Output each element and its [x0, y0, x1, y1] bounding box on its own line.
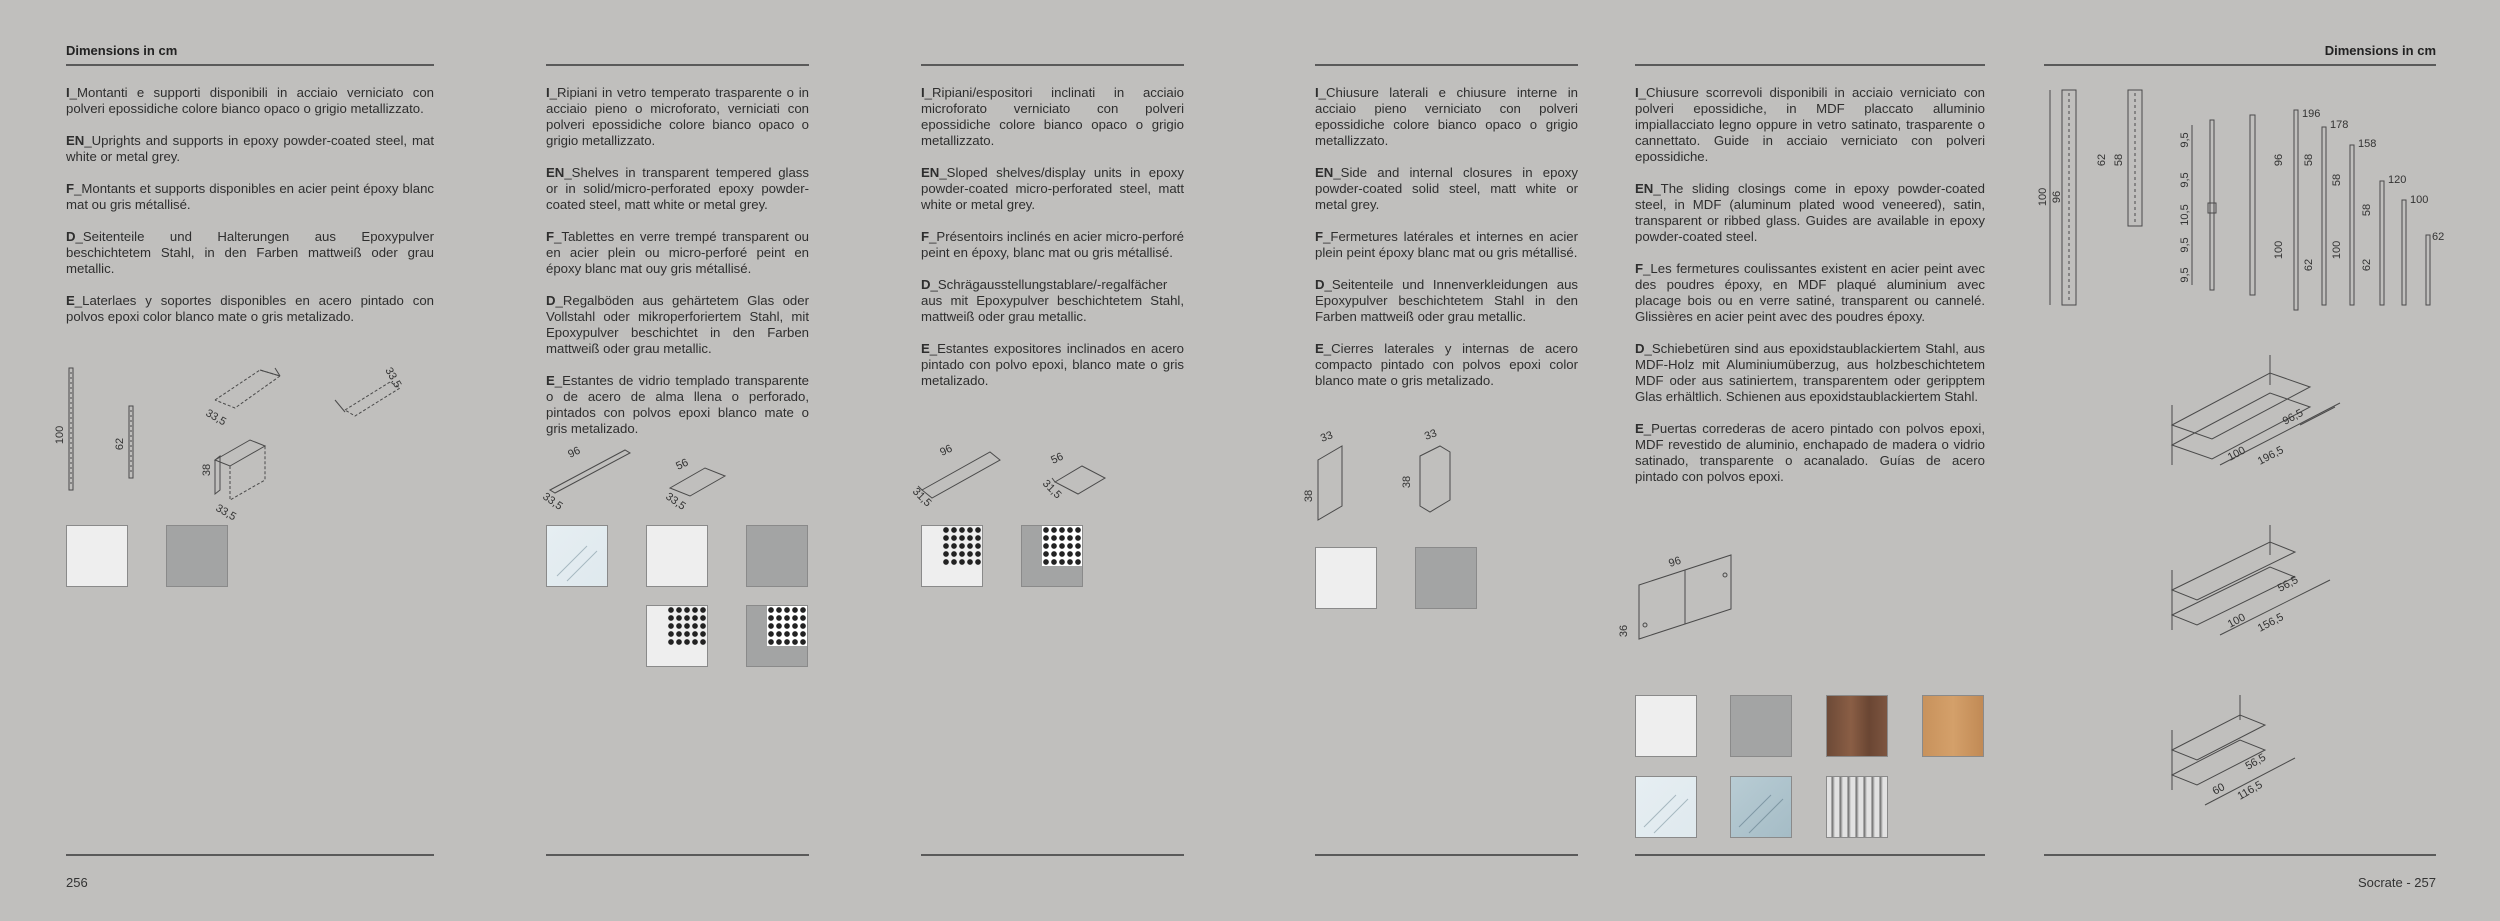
dim-h-62: 62	[2432, 231, 2445, 243]
swatch-metal-grey	[1730, 695, 1792, 757]
dim-r-62-b: 62	[2361, 258, 2373, 272]
dim-c-565: 56,5	[2243, 751, 2269, 773]
paragraph-en: EN_Sloped shelves/display units in epoxy powder-coated micro-perforated steel, matt white or metal grey.	[921, 165, 1184, 212]
column-shelves	[546, 85, 809, 453]
paragraph-fr: F_Présentoirs inclinés en acier micro-perforé peint en époxy, blanc mat ou gris métallisé.	[921, 229, 1184, 260]
footer-rule-6	[2044, 854, 2436, 856]
dim-support-335-c: 33,5	[382, 365, 404, 391]
paragraph-it: I_Chiusure laterali e chiusure interne in acciaio pieno verniciato con polveri epossidiche colore bianco opaco o grigio metallizzato.	[1315, 85, 1578, 148]
dim-s-95-d: 9,5	[2179, 267, 2191, 283]
paragraph-de: D_Schiebetüren sind aus epoxidstaublackiertem Stahl, aus MDF-Holz mit Aluminiumüberzug, aus holzbeschichtetem MDF oder aus satiniertem, transparentem oder geripptem Glas erhältlich. Schienen aus epoxidstaublackiertem Stahl.	[1635, 341, 1985, 404]
dim-b-1565: 156,5	[2255, 611, 2286, 635]
footer-rule-2	[546, 854, 809, 856]
dim-shelf-56: 56	[674, 456, 691, 473]
header-rule-2	[546, 64, 809, 66]
header-rule-1	[66, 64, 434, 66]
dim-slide-96: 96	[1667, 554, 1683, 570]
dim-shelf-335-b: 33,5	[663, 490, 688, 513]
swatch-matt-white	[66, 525, 128, 587]
dim-h-196: 196	[2302, 108, 2321, 120]
paragraph-es: E_Cierres laterales y internas de acero compacto pintado con polvos epoxi color blanco mate o gris metalizado.	[1315, 341, 1578, 388]
dim-support-335-a: 33,5	[203, 407, 229, 429]
paragraph-en: EN_The sliding closings come in epoxy powder-coated steel, in MDF (aluminum plated wood veneered), satin, transparent or ribbed glass. Guides are available in epoxy powder-coated steel.	[1635, 181, 1985, 244]
left-page-number: 256	[66, 875, 88, 890]
dim-r-96: 96	[2273, 153, 2285, 167]
shelves-drawing	[540, 440, 740, 513]
dim-a-1965: 196,5	[2255, 444, 2286, 468]
paragraph-de: D_Schrägausstellungstablare/-regalfächer aus mit Epoxypulver beschichtetem Stahl, mattweiß oder grau metallic.	[921, 277, 1184, 324]
dim-slope-315-a: 31,5	[909, 485, 934, 510]
swatch-perforated-grey	[1021, 525, 1083, 587]
dim-h-100: 100	[2410, 194, 2429, 206]
swatch-matt-white	[646, 525, 708, 587]
dim-h-120: 120	[2388, 174, 2407, 186]
header-rule-5	[1635, 64, 1985, 66]
swatch-metal-grey	[746, 525, 808, 587]
dim-a-965: 96,5	[2280, 406, 2306, 428]
uprights-drawing	[54, 360, 435, 524]
sloped-shelves-drawing	[910, 440, 1110, 510]
dim-b-100: 100	[2225, 611, 2248, 631]
dim-r-58-b: 58	[2331, 173, 2343, 187]
dim-r-100: 100	[2273, 240, 2285, 260]
right-page-number: Socrate - 257	[2357, 875, 2436, 890]
swatch-metal-grey	[1415, 547, 1477, 609]
dim-s-105: 10,5	[2179, 204, 2191, 226]
dim-v-58: 58	[2113, 153, 2125, 167]
paragraph-en: EN_Side and internal closures in epoxy powder-coated solid steel, matt white or metal grey.	[1315, 165, 1578, 212]
paragraph-es: E_Estantes de vidrio templado transparente o de acero de alma llena o perforado, pintados con polvos epoxi blanco mate o gris metalizado.	[546, 373, 809, 436]
paragraph-it: I_Ripiani in vetro temperato trasparente o in acciaio pieno o microforato, verniciati con polveri epossidiche colore bianco opaco o grigio metallizzato.	[546, 85, 809, 148]
shelf-assembly-c	[2160, 690, 2380, 820]
paragraph-en: EN_Uprights and supports in epoxy powder-coated steel, mat white or metal grey.	[66, 133, 434, 164]
dim-v-96: 96	[2051, 190, 2063, 204]
paragraph-fr: F_Les fermetures coulissantes existent en acier peint avec des poudres époxy, en MDF plaqué aluminium avec placage bois ou en verre satiné, transparent ou cannelé. Glissières en acier peint avec des poudres époxy.	[1635, 261, 1985, 324]
swatch-matt-white	[1635, 695, 1697, 757]
dim-a-100: 100	[2225, 444, 2248, 464]
dim-support-38: 38	[201, 463, 213, 477]
swatch-transparent-glass	[546, 525, 608, 587]
dim-h-178: 178	[2330, 119, 2349, 131]
paragraph-fr: F_Tablettes en verre trempé transparent ou en acier plein ou micro-perforé peint en époxy blanc mat ouy gris métallisé.	[546, 229, 809, 276]
swatch-satin-glass	[1635, 776, 1697, 838]
left-page-heading: Dimensions in cm	[66, 43, 178, 58]
paragraph-fr: F_Montants et supports disponibles en acier peint époxy blanc mat ou gris métallisé.	[66, 181, 434, 212]
dim-slope-96: 96	[938, 442, 955, 459]
dim-side-33-b: 33	[1422, 427, 1439, 443]
swatch-perforated-grey	[746, 605, 808, 667]
dim-v-100: 100	[2037, 187, 2049, 207]
dim-upright-100: 100	[54, 425, 66, 445]
swatch-dark-wood	[1826, 695, 1888, 757]
paragraph-de: D_Seitenteile und Halterungen aus Epoxypulver beschichtetem Stahl, in den Farben mattweiß oder grau metallic.	[66, 229, 434, 276]
swatch-metal-grey	[166, 525, 228, 587]
dim-slope-315-b: 31,5	[1039, 477, 1064, 502]
header-rule-3	[921, 64, 1184, 66]
column-uprights	[66, 85, 434, 341]
header-rule-4	[1315, 64, 1578, 66]
dim-upright-62: 62	[114, 437, 126, 451]
dim-h-158: 158	[2358, 138, 2377, 150]
dim-s-95-b: 9,5	[2179, 172, 2191, 188]
dim-c-60: 60	[2210, 781, 2228, 798]
paragraph-es: E_Estantes expositores inclinados en acero pintado con polvo epoxi, blanco mate o gris metalizado.	[921, 341, 1184, 388]
footer-rule-3	[921, 854, 1184, 856]
swatch-transparent-glass	[1730, 776, 1792, 838]
paragraph-es: E_Laterlaes y soportes disponibles en acero pintado con polvos epoxi color blanco mate o gris metalizado.	[66, 293, 434, 324]
dim-b-565: 56,5	[2275, 573, 2301, 595]
dim-side-33-a: 33	[1318, 429, 1335, 445]
dim-side-38-b: 38	[1401, 475, 1413, 489]
dim-support-335-b: 33,5	[213, 502, 239, 524]
paragraph-de: D_Regalböden aus gehärtetem Glas oder Vollstahl oder mikroperforiertem Stahl, mit Epoxypulver beschichtet in den Farben mattweiß oder grau metallic.	[546, 293, 809, 356]
paragraph-it: I_Ripiani/espositori inclinati in acciaio microforato verniciato con polveri epossidiche colore bianco opaco o grigio metallizzato.	[921, 85, 1184, 148]
footer-rule-4	[1315, 854, 1578, 856]
shelf-assembly-b	[2160, 520, 2380, 650]
shelf-assembly-a	[2160, 345, 2380, 485]
upright-heights-drawing	[2037, 85, 2445, 315]
dim-slope-56: 56	[1049, 450, 1066, 467]
sliding-closure-drawing	[1615, 555, 1745, 665]
paragraph-it: I_Montanti e supporti disponibili in acciaio verniciato con polveri epossidiche colore bianco opaco o grigio metallizzato.	[66, 85, 434, 116]
dim-shelf-96: 96	[566, 444, 583, 461]
footer-rule-5	[1635, 854, 1985, 856]
dim-s-95-a: 9,5	[2179, 132, 2191, 148]
swatch-perforated-white	[921, 525, 983, 587]
paragraph-de: D_Seitenteile und Innenverkleidungen aus Epoxypulver beschichtetem Stahl in den Farben mattweiß oder grau metallic.	[1315, 277, 1578, 324]
dim-slide-36: 36	[1618, 624, 1630, 638]
dim-shelf-335-a: 33,5	[540, 490, 565, 513]
swatch-perforated-white	[646, 605, 708, 667]
header-rule-6	[2044, 64, 2436, 66]
column-sliding-closures	[1635, 85, 1985, 501]
dim-r-100-b: 100	[2331, 240, 2343, 260]
dim-r-58-c: 58	[2361, 203, 2373, 217]
dim-r-58-a: 58	[2303, 153, 2315, 167]
paragraph-fr: F_Fermetures latérales et internes en acier plein peint époxy blanc mat ou gris métallisé.	[1315, 229, 1578, 260]
dim-r-62-a: 62	[2303, 258, 2315, 272]
swatch-light-wood	[1922, 695, 1984, 757]
column-closures	[1315, 85, 1578, 405]
column-sloped-shelves	[921, 85, 1184, 405]
footer-rule-1	[66, 854, 434, 856]
paragraph-es: E_Puertas correderas de acero pintado con polvos epoxi, MDF revestido de aluminio, enchapado de madera o vidrio satinado, transparente o acanalado. Guías de acero pintado con polvos epoxi.	[1635, 421, 1985, 484]
dim-s-95-c: 9,5	[2179, 237, 2191, 253]
right-page-heading: Dimensions in cm	[2324, 43, 2436, 58]
swatch-matt-white	[1315, 547, 1377, 609]
dim-v-62: 62	[2096, 153, 2108, 167]
dim-c-1165: 116,5	[2235, 778, 2265, 803]
paragraph-en: EN_Shelves in transparent tempered glass or in solid/micro-perforated epoxy powder-coated steel, matt white or metal grey.	[546, 165, 809, 212]
paragraph-it: I_Chiusure scorrevoli disponibili in acciaio verniciato con polveri epossidiche, in MDF placcato alluminio impiallacciato legno oppure in vetro satinato, trasparente o cannettato. Guide in acciaio verniciato con polveri epossidiche.	[1635, 85, 1985, 164]
closures-drawing	[1300, 427, 1480, 530]
dim-side-38-a: 38	[1303, 489, 1315, 503]
swatch-ribbed-glass	[1826, 776, 1888, 838]
